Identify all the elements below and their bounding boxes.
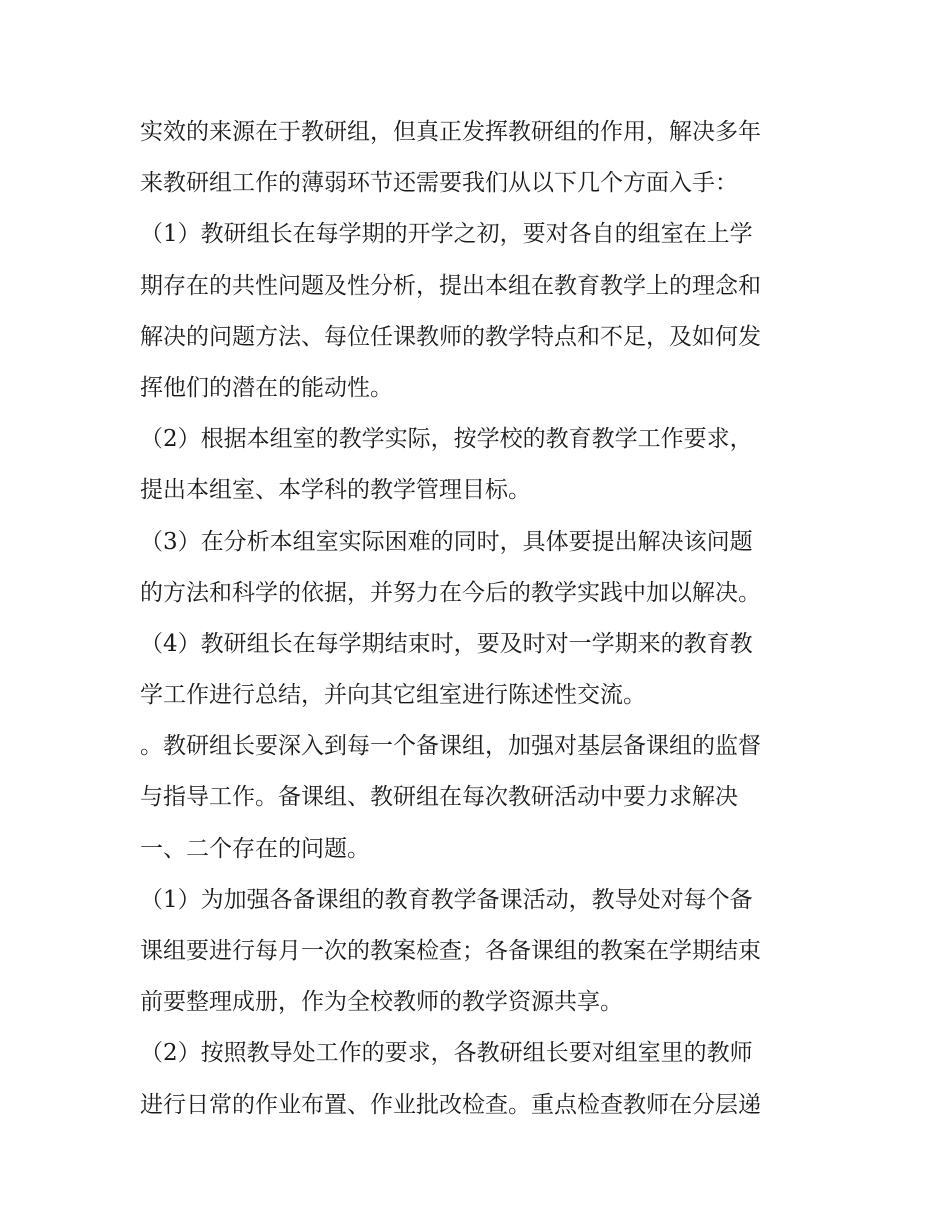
text-line: 的方法和科学的依据，并努力在今后的教学实践中加以解决。 (140, 579, 761, 606)
text-line: （1）教研组长在每学期的开学之初，要对各自的组室在上学 (140, 221, 753, 248)
text-line: 提出本组室、本学科的教学管理目标。 (140, 477, 531, 504)
text-line: 。教研组长要深入到每一个备课组，加强对基层备课组的监督 (140, 733, 761, 760)
body-text (140, 107, 820, 1131)
text-line: （2）根据本组室的教学实际，按学校的教育教学工作要求， (140, 426, 753, 453)
text-line: 与指导工作。备课组、教研组在每次教研活动中要力求解决 (140, 784, 738, 811)
text-line: 一、二个存在的问题。 (140, 835, 370, 862)
text-line: （1）为加强各备课组的教育教学备课活动，教导处对每个备 (140, 886, 753, 913)
text-line: 来教研组工作的薄弱环节还需要我们从以下几个方面入手： (140, 170, 738, 197)
text-line: 期存在的共性问题及性分析，提出本组在教育教学上的理念和 (140, 272, 761, 299)
text-line: 挥他们的潜在的能动性。 (140, 374, 393, 401)
text-line: 实效的来源在于教研组，但真正发挥教研组的作用，解决多年 (140, 119, 761, 145)
text-line: （4）教研组长在每学期结束时，要及时对一学期来的教育教 (140, 630, 753, 657)
text-line: 前要整理成册，作为全校教师的教学资源共享。 (140, 989, 623, 1016)
text-line: 课组要进行每月一次的教案检查；各备课组的教案在学期结束 (140, 938, 761, 964)
text-line: （2）按照教导处工作的要求，各教研组长要对组室里的教师 (140, 1040, 753, 1067)
text-line: 进行日常的作业布置、作业批改检查。重点检查教师在分层递 (140, 1091, 761, 1118)
text-line: 解决的问题方法、每位任课教师的教学特点和不足，及如何发 (140, 323, 761, 350)
text-line: （3）在分析本组室实际困难的同时，具体要提出解决该问题 (140, 528, 753, 555)
text-line: 学工作进行总结，并向其它组室进行陈述性交流。 (140, 682, 646, 709)
